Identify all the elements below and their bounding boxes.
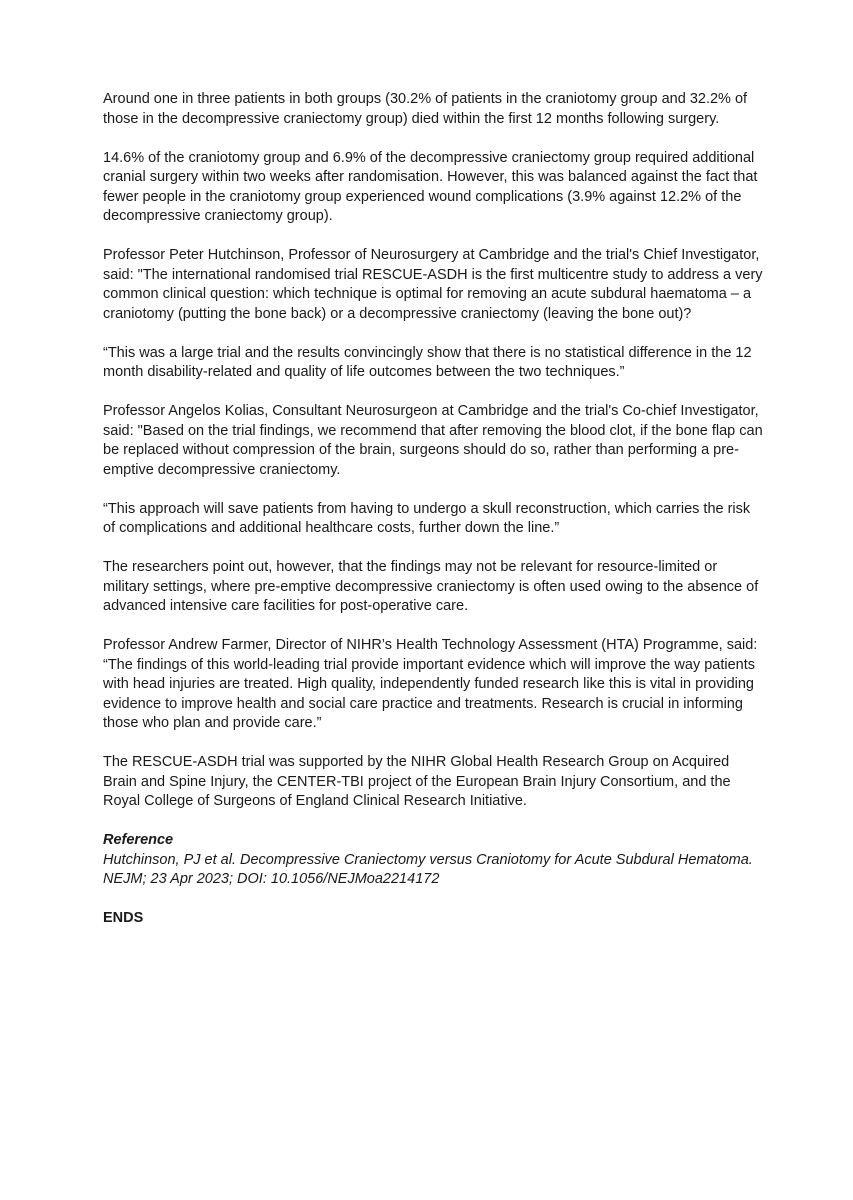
paragraph-large-trial-quote: “This was a large trial and the results convincingly show that there is no statistical difference in the 12 month disability-related and quality of life outcomes between the two techniques.” bbox=[103, 344, 752, 380]
ends-marker: ENDS bbox=[103, 910, 144, 926]
reference-heading: Reference bbox=[103, 832, 174, 848]
paragraph-funding: The RESCUE-ASDH trial was supported by the NIHR Global Health Research Group on Acquired Brain and Spine Injury, the CENTER-TBI project of the European Brain Injury Consortium, and the Royal College of Surgeons of England Clinical Research Initiative. bbox=[103, 754, 731, 809]
reference-citation: Hutchinson, PJ et al. Decompressive Craniectomy versus Craniotomy for Acute Subdural Hematoma. NEJM; 23 Apr 2023; DOI: 10.1056/NEJMoa2214172 bbox=[103, 851, 753, 887]
paragraph-researchers-caveat: The researchers point out, however, that the findings may not be relevant for resource-limited or military settings, where pre-emptive decompressive craniectomy is often used owing to the absence of advanced intensive care facilities for post-operative care. bbox=[103, 559, 759, 614]
document-page bbox=[103, 90, 763, 929]
paragraph-mortality: Around one in three patients in both groups (30.2% of patients in the craniotomy group and 32.2% of those in the decompressive craniectomy group) died within the first 12 months following surgery. bbox=[103, 91, 748, 127]
paragraph-farmer-quote: Professor Andrew Farmer, Director of NIHR’s Health Technology Assessment (HTA) Programme, said: “The findings of this world-leading trial provide important evidence which will improve the way patients with head injuries are treated. High quality, independently funded research like this is vital in providing evidence to improve health and social care practice and treatments. Research is crucial in informing those who plan and provide care.” bbox=[103, 637, 758, 731]
paragraph-approach-quote: “This approach will save patients from having to undergo a skull reconstruction, which carries the risk of complications and additional healthcare costs, further down the line.” bbox=[103, 500, 751, 536]
paragraph-additional-surgery: 14.6% of the craniotomy group and 6.9% of the decompressive craniectomy group required additional cranial surgery within two weeks after randomisation. However, this was balanced against the fact that fewer people in the craniotomy group experienced wound complications (3.9% against 12.2% of the decompressive craniectomy group). bbox=[103, 149, 758, 224]
paragraph-hutchinson-quote: Professor Peter Hutchinson, Professor of Neurosurgery at Cambridge and the trial's Chief Investigator, said: "The international randomised trial RESCUE-ASDH is the first multicentre study to address a very common clinical question: which technique is optimal for removing an acute subdural haematoma – a craniotomy (putting the bone back) or a decompressive craniectomy (leaving the bone out)? bbox=[103, 247, 763, 322]
paragraph-kolias-quote: Professor Angelos Kolias, Consultant Neurosurgeon at Cambridge and the trial's Co-chief Investigator, said: "Based on the trial findings, we recommend that after removing the blood clot, if the bone flap can be replaced without compression of the brain, surgeons should do so, rather than performing a pre-emptive decompressive craniectomy. bbox=[103, 403, 763, 478]
